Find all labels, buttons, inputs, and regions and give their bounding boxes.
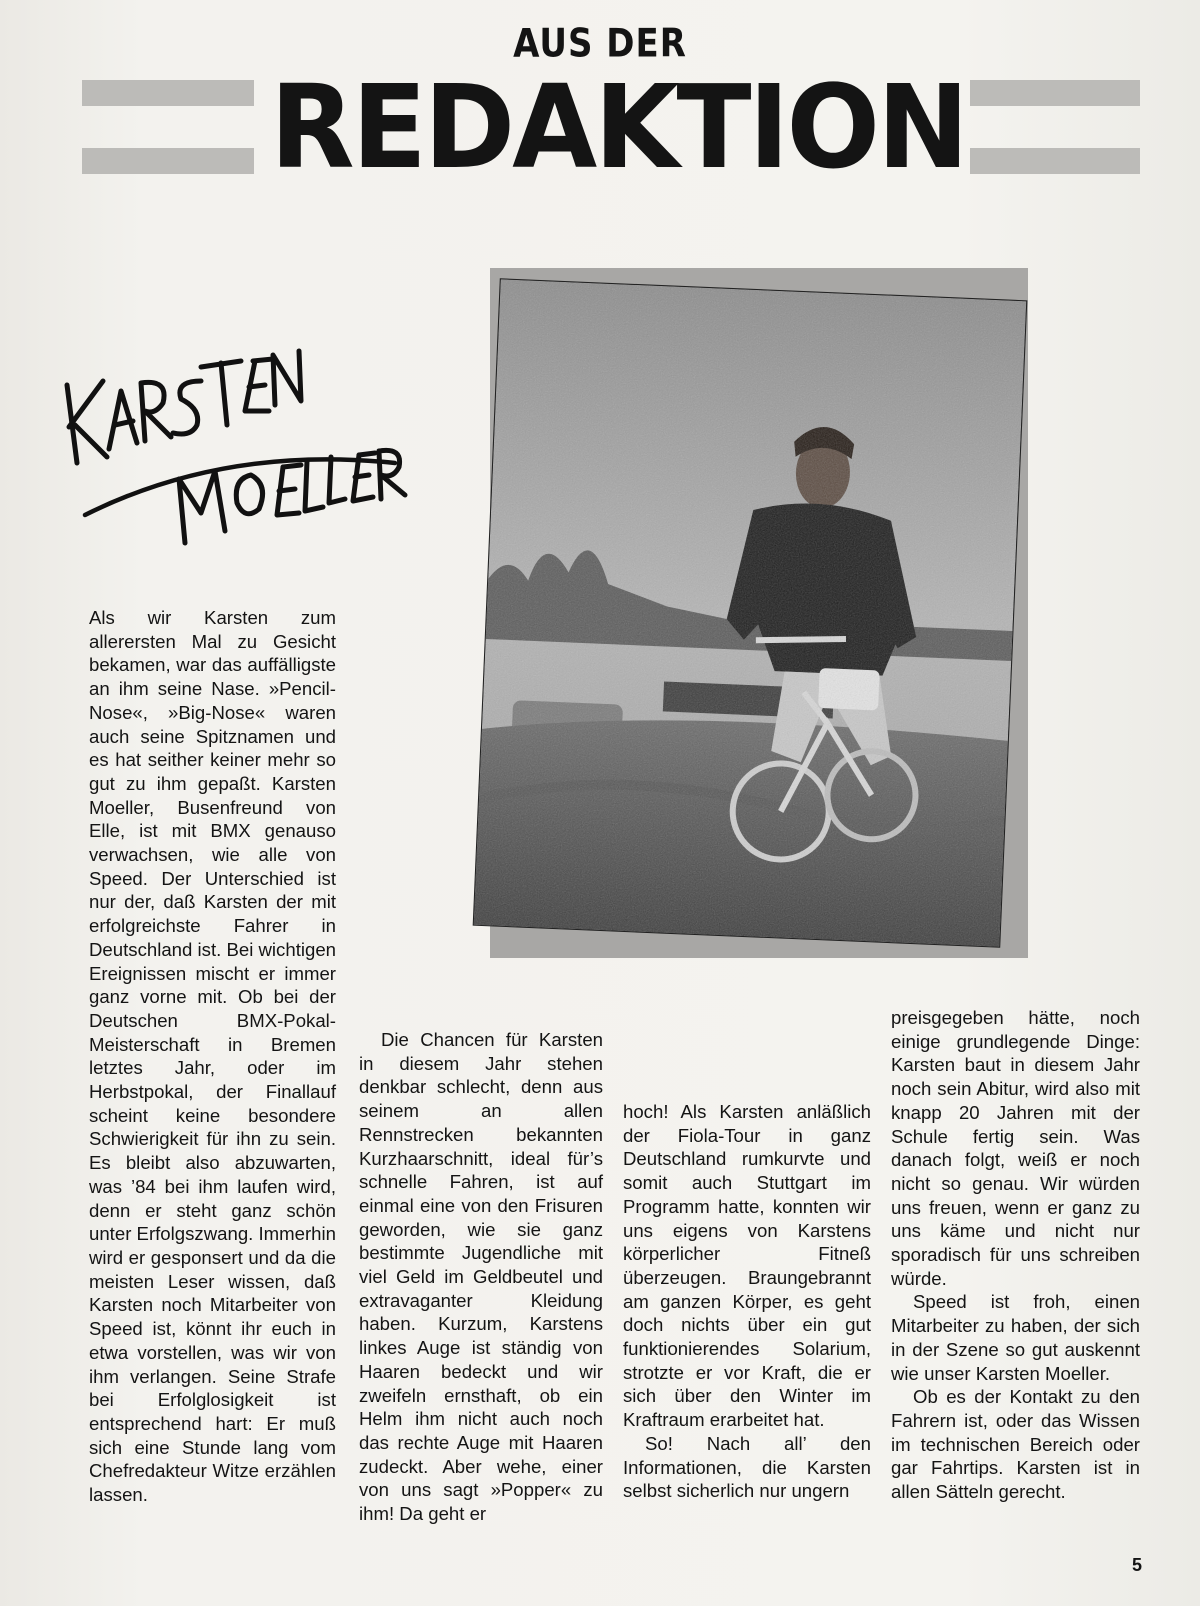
decor-bar (970, 80, 1140, 106)
article-paragraph: hoch! Als Karsten anläßlich der Fiola-Tour in ganz Deutschland rumkurvte und somit auch Stuttgart im Programm hatte, konnten wir uns eigens von Karstens körperlicher Fitneß überzeugen. Braungebrannt am ganzen Körper, es geht doch nichts über ein gut funktionierendes Solarium, strotzte er vor Kraft, die er sich über den Winter im Kraftraum erarbeitet hat. (623, 1101, 871, 1431)
article-paragraph: Speed ist froh, einen Mitarbeiter zu haben, der sich in der Szene so gut auskennt wie unser Karsten Moeller. (891, 1291, 1140, 1384)
header-kicker: AUS DER (513, 21, 687, 67)
signature-graphic (55, 345, 415, 565)
decor-bar (82, 80, 254, 106)
page-number: 5 (1132, 1555, 1143, 1575)
decor-bar (82, 148, 254, 174)
decor-bar (970, 148, 1140, 174)
article-paragraph: Die Chancen für Karsten in diesem Jahr stehen denkbar schlecht, denn aus seinem an allen Rennstrecken bekannten Kurzhaarschnitt, ideal für’s schnelle Fahren, ist auf einmal eine von den Frisuren geworden, wie sie ganz bestimmte Jugendliche mit viel Geld im Geldbeutel und extravaganter Kleidung haben. Kurzum, Karstens linkes Auge ist ständig von Haaren bedeckt und wir zweifeln ernsthaft, ob ein Helm ihm nicht auch noch das rechte Auge mit Haaren zudeckt. Aber wehe, einer von uns sagt »Popper« zu ihm! Da geht er (359, 1029, 603, 1525)
article-paragraph: Ob es der Kontakt zu den Fahrern ist, oder das Wissen im technischen Bereich oder gar Fahrtips. Karsten ist in allen Sätteln gerecht. (891, 1386, 1140, 1503)
article-column-3 (623, 1100, 871, 1503)
article-column-2 (359, 1028, 603, 1526)
article-paragraph: So! Nach all’ den Informationen, die Karsten selbst sicherlich nur ungern (623, 1432, 871, 1502)
article-paragraph: preisgegeben hätte, noch einige grundlegende Dinge: Karsten baut in diesem Jahr noch sein Abitur, wird also mit knapp 20 Jahren mit der Schule fertig sein. Was danach folgt, weiß er noch nicht so genau. Wir würden uns freuen, wenn er ganz zu uns käme und nicht nur sporadisch für uns schreiben würde. (891, 1007, 1140, 1289)
article-column-4 (891, 1006, 1140, 1504)
bmx-rider-photo (474, 279, 1027, 946)
article-column-1 (89, 606, 336, 1507)
page-title: REDAKTION (270, 59, 967, 195)
article-paragraph: Als wir Karsten zum allerersten Mal zu Gesicht bekamen, war das auffälligste an ihm seine Nase. »Pencil-Nose«, »Big-Nose« waren auch seine Spitznamen und es hat seither keiner mehr so gut zu ihm gepaßt. Karsten Moeller, Busenfreund von Elle, ist mit BMX genauso verwachsen, wie alle von Speed. Der Unterschied ist nur der, daß Karsten der mit erfolgreichste Fahrer in Deutschland ist. Bei wichtigen Ereignissen mischt er immer ganz vorne mit. Ob bei der Deutschen BMX-Pokal-Meisterschaft in Bremen letztes Jahr, oder im Herbstpokal, der Finallauf scheint keine besondere Schwierigkeit für ihn zu sein. Es bleibt also abzuwarten, was ’84 bei ihm laufen wird, denn er steht ganz schön unter Erfolgszwang. Immerhin wird er gesponsert und da die meisten Leser wissen, daß Karsten noch Mitarbeiter von Speed ist, könnt ihr euch in etwa vorstellen, was wir von ihm verlangen. Seine Strafe bei Erfolglosigkeit ist entsprechend hart: Er muß sich eine Stunde lang vom Chefredakteur Witze erzählen lassen. (89, 607, 337, 1506)
